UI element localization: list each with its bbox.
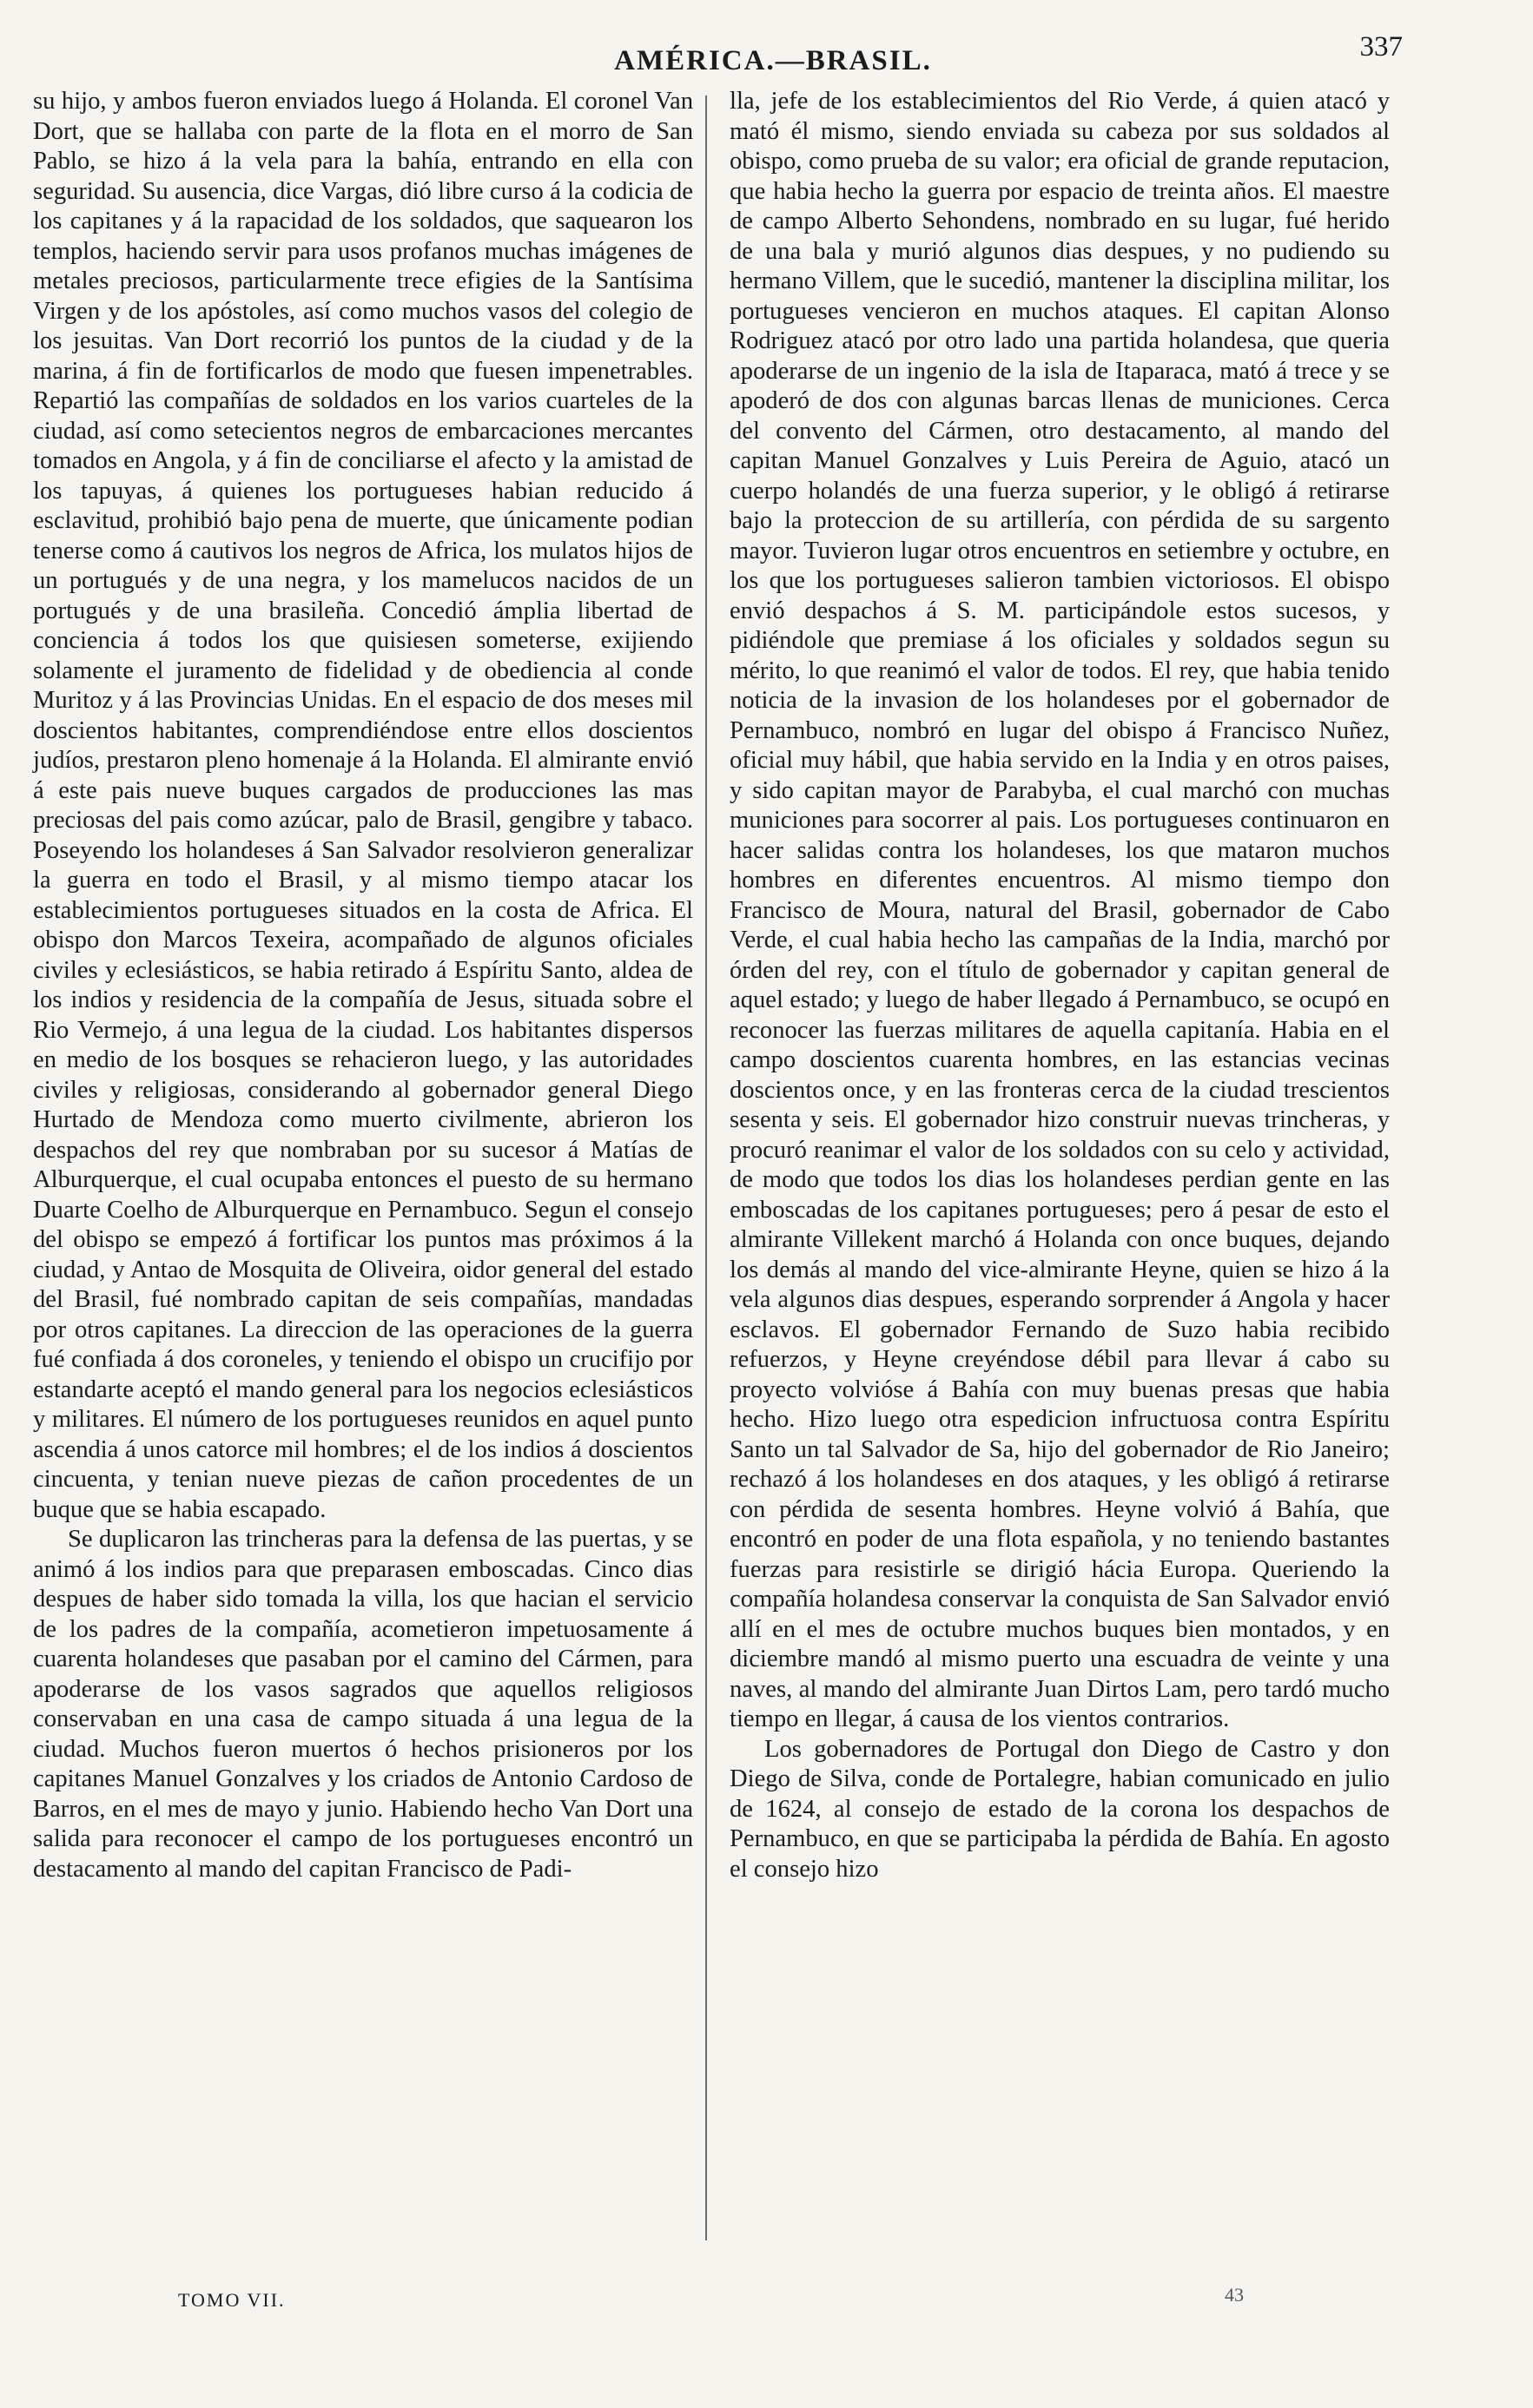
right-paragraph-2: Los gobernadores de Portugal don Diego de Castro y don Diego de Silva, conde de Portalegre, habian comunicado en julio de 1624, al consejo de estado de la corona los despachos de Pernambuco, en que se participaba la pérdida de Bahía. En agosto el consejo hizo bbox=[730, 1735, 1390, 1883]
left-column bbox=[33, 87, 693, 1884]
page-number: 337 bbox=[1359, 31, 1403, 63]
volume-label: TOMO VII. bbox=[178, 2289, 286, 2311]
signature-mark: 43 bbox=[1225, 2284, 1244, 2306]
running-head: AMÉRICA.—BRASIL. bbox=[614, 45, 932, 76]
left-paragraph-2: Se duplicaron las trincheras para la defensa de las puertas, y se animó á los indios para que preparasen emboscadas. Cinco dias despues de haber sido tomada la villa, los que hacian el servicio de los padres de la compañía, acometieron impetuosamente á cuarenta holandeses que pasaban por el camino del Cármen, para apoderarse de los vasos sagrados que aquellos religiosos conservaban en una casa de campo situada á una legua de la ciudad. Muchos fueron muertos ó hechos prisioneros por los capitanes Manuel Gonzalves y los criados de Antonio Cardoso de Barros, en el mes de mayo y junio. Habiendo hecho Van Dort una salida para reconocer el campo de los portugueses encontró un destacamento al mando del capitan Francisco de Padi- bbox=[33, 1526, 693, 1883]
left-paragraph-1: su hijo, y ambos fueron enviados luego á Holanda. El coronel Van Dort, que se hallaba con parte de la flota en el morro de San Pablo, se hizo á la vela para la bahía, entrando en ella con seguridad. Su ausencia, dice Vargas, dió libre curso á la codicia de los capitanes y á la rapacidad de los soldados, que saquearon los templos, haciendo servir para usos profanos muchas imágenes de metales preciosos, particularmente trece efigies de la Santísima Virgen y de los apóstoles, así como muchos vasos del colegio de los jesuitas. Van Dort recorrió los puntos de la ciudad y de la marina, á fin de fortificarlos de modo que fuesen impenetrables. Repartió las compañías de soldados en los varios cuarteles de la ciudad, así como setecientos negros de embarcaciones mercantes tomados en Angola, y á fin de conciliarse el afecto y la amistad de los tapuyas, á quienes los portugueses habian reducido á esclavitud, prohibió bajo pena de muerte, que únicamente podian tenerse como á cautivos los negros de Africa, los mulatos hijos de un portugués y de una negra, y los mamelucos nacidos de un portugués y de una brasileña. Concedió ámplia libertad de conciencia á todos los que quisiesen someterse, exijiendo solamente el juramento de fidelidad y de obediencia al conde Muritoz y á las Provincias Unidas. En el espacio de dos meses mil doscientos habitantes, comprendiéndose entre ellos doscientos judíos, prestaron pleno homenaje á la Holanda. El almirante envió á este pais nueve buques cargados de producciones las mas preciosas del pais como azúcar, palo de Brasil, gengibre y tabaco. Poseyendo los holandeses á San Salvador resolvieron generalizar la guerra en todo el Brasil, y al mismo tiempo atacar los establecimientos portugueses situados en la costa de Africa. El obispo don Marcos Texeira, acompañado de algunos oficiales civiles y eclesiásticos, se habia retirado á Espíritu Santo, aldea de los indios y residencia de la compañía de Jesus, situada sobre el Rio Vermejo, á una legua de la ciudad. Los habitantes dispersos en medio de los bosques se rehacieron luego, y las autoridades civiles y religiosas, considerando al gobernador general Diego Hurtado de Mendoza como muerto civilmente, abrieron los despachos del rey que nombraban por su sucesor á Matías de Alburquerque, el cual ocupaba entonces el puesto de su hermano Duarte Coelho de Alburquerque en Pernambuco. Segun el consejo del obispo se empezó á fortificar los puntos mas próximos á la ciudad, y Antao de Mosquita de Oliveira, oidor general del estado del Brasil, fué nombrado capitan de seis compañías, mandadas por otros capitanes. La direccion de las operaciones de la guerra fué confiada á dos coroneles, y teniendo el obispo un crucifijo por estandarte aceptó el mando general para los negocios eclesiásticos y militares. El número de los portugueses reunidos en aquel punto ascendia á unos catorce mil hombres; el de los indios á doscientos cincuenta, y tenian nueve piezas de cañon procedentes de un buque que se habia escapado. bbox=[33, 88, 693, 1523]
right-paragraph-1: lla, jefe de los establecimientos del Rio Verde, á quien atacó y mató él mismo, siendo enviada su cabeza por sus soldados al obispo, como prueba de su valor; era oficial de grande reputacion, que habia hecho la guerra por espacio de treinta años. El maestre de campo Alberto Sehondens, nombrado en su lugar, fué herido de una bala y murió algunos dias despues, y no pudiendo su hermano Villem, que le sucedió, mantener la disciplina militar, los portugueses vencieron en muchos ataques. El capitan Alonso Rodriguez atacó por otro lado una partida holandesa, que queria apoderarse de un ingenio de la isla de Itaparaca, mató á trece y se apoderó de dos con algunas barcas llenas de municiones. Cerca del convento del Cármen, otro destacamento, al mando del capitan Manuel Gonzalves y Luis Pereira de Aguio, atacó un cuerpo holandés de una fuerza superior, y le obligó á retirarse bajo la proteccion de su artillería, con pérdida de su sargento mayor. Tuvieron lugar otros encuentros en setiembre y octubre, en los que los portugueses salieron tambien victoriosos. El obispo envió despachos á S. M. participándole estos sucesos, y pidiéndole que premiase á los oficiales y soldados segun su mérito, lo que reanimó el valor de todos. El rey, que habia tenido noticia de la invasion de los holandeses por el gobernador de Pernambuco, nombró en lugar del obispo á Francisco Nuñez, oficial muy hábil, que habia servido en la India y en otros paises, y sido capitan mayor de Parabyba, el cual marchó con muchas municiones para socorrer al pais. Los portugueses continuaron en hacer salidas contra los holandeses, los que mataron muchos hombres en diferentes encuentros. Al mismo tiempo don Francisco de Moura, natural del Brasil, gobernador de Cabo Verde, el cual habia hecho las campañas de la India, marchó por órden del rey, con el título de gobernador y capitan general de aquel estado; y luego de haber llegado á Pernambuco, se ocupó en reconocer las fuerzas militares de aquella capitanía. Habia en el campo doscientos cuarenta hombres, en las estancias vecinas doscientos once, y en las fronteras cerca de la ciudad trescientos sesenta y seis. El gobernador hizo construir nuevas trincheras, y procuró reanimar el valor de los soldados con su celo y actividad, de modo que todos los dias los holandeses perdian gente en las emboscadas de los capitanes portugueses; pero á pesar de esto el almirante Villekent marchó á Holanda con once buques, dejando los demás al mando del vice-almirante Heyne, quien se hizo á la vela algunos dias despues, esperando sorprender á Angola y hacer esclavos. El gobernador Fernando de Suzo habia recibido refuerzos, y Heyne creyéndose débil para llevar á cabo su proyecto volvióse á Bahía con muy buenas presas que habia hecho. Hizo luego otra espedicion infructuosa contra Espíritu Santo un tal Salvador de Sa, hijo del gobernador de Rio Janeiro; rechazó á los holandeses en dos ataques, y les obligó á retirarse con pérdida de sesenta hombres. Heyne volvió á Bahía, que encontró en poder de una flota española, y no teniendo bastantes fuerzas para resistirle se dirigió hácia Europa. Queriendo la compañía holandesa conservar la conquista de San Salvador envió allí en el mes de octubre muchos buques bien montados, y en diciembre mandó al mismo puerto una escuadra de veinte y una naves, al mando del almirante Juan Dirtos Lam, pero tardó mucho tiempo en llegar, á causa de los vientos contrarios. bbox=[730, 88, 1390, 1732]
right-column bbox=[730, 87, 1390, 1884]
column-divider bbox=[705, 96, 707, 2240]
